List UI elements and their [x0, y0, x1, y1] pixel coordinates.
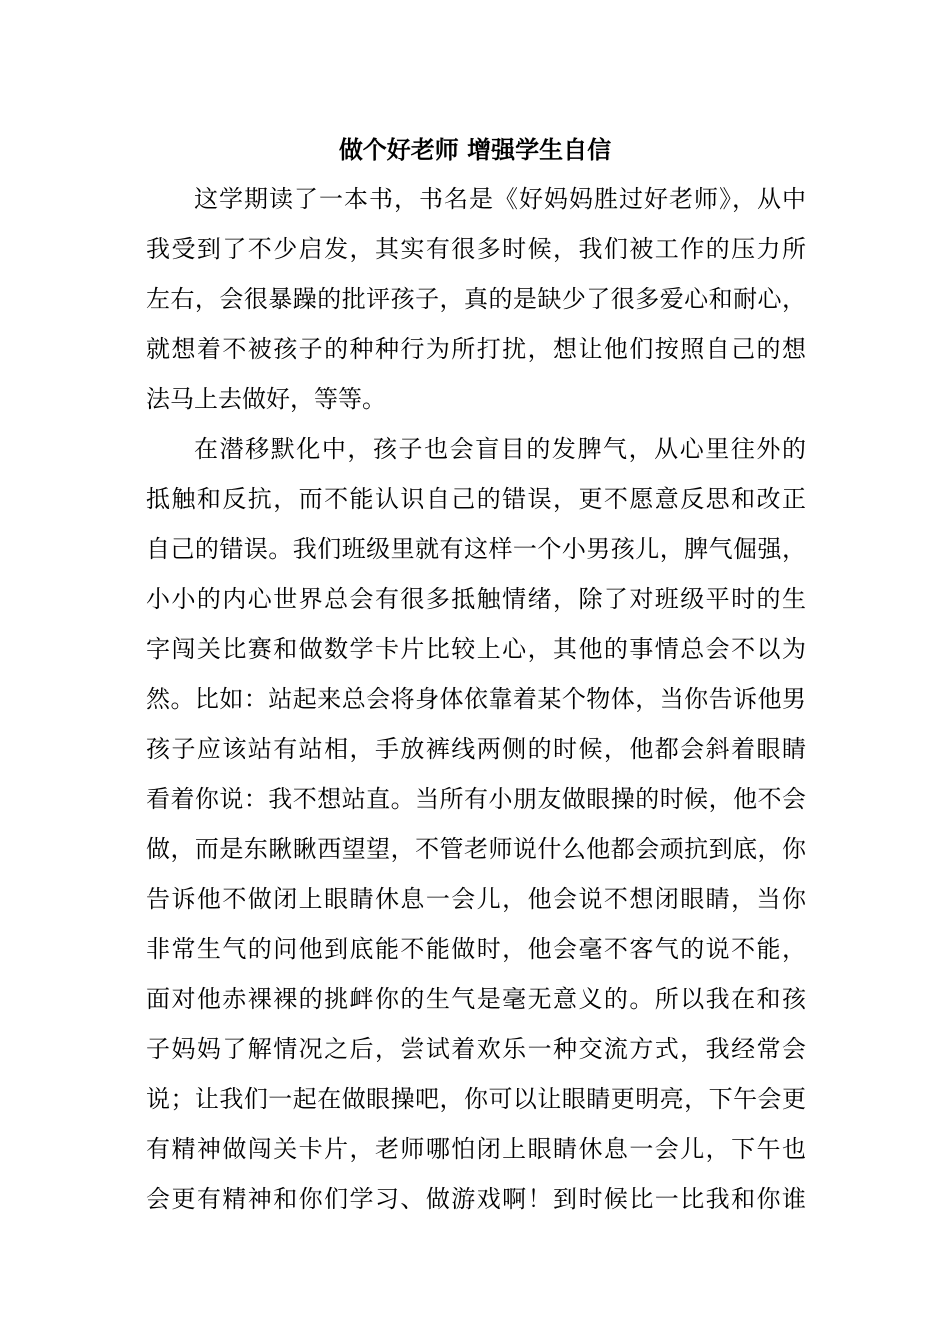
- text-line: 有精神做闯关卡片，老师哪怕闭上眼睛休息一会儿，下午也: [146, 1135, 806, 1163]
- text-line: 小小的内心世界总会有很多抵触情绪，除了对班级平时的生: [146, 585, 806, 613]
- text-line: 抵触和反抗，而不能认识自己的错误，更不愿意反思和改正: [146, 485, 806, 513]
- text-line: 看着你说：我不想站直。当所有小朋友做眼操的时候，他不会: [146, 785, 806, 813]
- text-line: 字闯关比赛和做数学卡片比较上心，其他的事情总会不以为: [146, 635, 806, 663]
- text-line: 就想着不被孩子的种种行为所打扰，想让他们按照自己的想: [146, 335, 806, 363]
- text-line: 会更有精神和你们学习、做游戏啊！到时候比一比我和你谁: [146, 1185, 806, 1213]
- document-title: 做个好老师 增强学生自信: [338, 135, 612, 164]
- text-line: 告诉他不做闭上眼睛休息一会儿，他会说不想闭眼睛，当你: [146, 885, 806, 913]
- text-line: 左右，会很暴躁的批评孩子，真的是缺少了很多爱心和耐心，: [146, 285, 806, 313]
- text-line: 孩子应该站有站相，手放裤线两侧的时候，他都会斜着眼睛: [146, 735, 806, 763]
- text-line: 非常生气的问他到底能不能做时，他会毫不客气的说不能，: [146, 935, 806, 963]
- text-line: 法马上去做好，等等。: [146, 385, 386, 413]
- text-line: 在潜移默化中，孩子也会盲目的发脾气，从心里往外的: [194, 435, 806, 463]
- text-line: 然。比如：站起来总会将身体依靠着某个物体，当你告诉他男: [146, 685, 806, 713]
- text-line: 说；让我们一起在做眼操吧，你可以让眼睛更明亮，下午会更: [146, 1085, 806, 1113]
- text-line: 子妈妈了解情况之后，尝试着欢乐一种交流方式，我经常会: [146, 1035, 806, 1063]
- text-line: 做，而是东瞅瞅西望望，不管老师说什么他都会顽抗到底，你: [146, 835, 806, 863]
- text-line: 自己的错误。我们班级里就有这样一个小男孩儿，脾气倔强，: [146, 535, 806, 563]
- text-line: 面对他赤裸裸的挑衅你的生气是毫无意义的。所以我在和孩: [146, 985, 806, 1013]
- text-line: 这学期读了一本书，书名是《好妈妈胜过好老师》，从中: [194, 185, 806, 213]
- text-line: 我受到了不少启发，其实有很多时候，我们被工作的压力所: [146, 235, 806, 263]
